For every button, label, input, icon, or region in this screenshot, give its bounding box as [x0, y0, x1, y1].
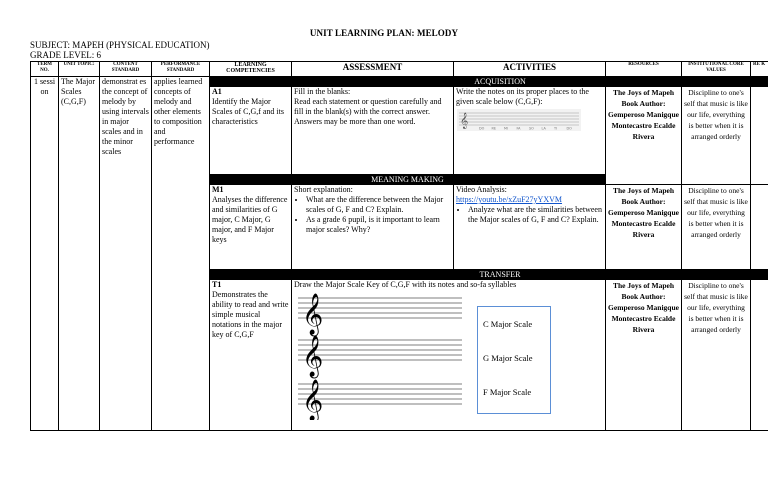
staff-syllable-label: FA: [516, 126, 521, 131]
list-item: • Analyze what are the similarities between the Major scales of G, F and C? Explain.: [468, 205, 603, 225]
acquisition-activity-text: Write the notes on its proper places to the given scale below (C,G,F):: [456, 87, 589, 106]
topic-cell: The Major Scales (C,G,F): [59, 77, 100, 431]
meaning-resources: The Joys of Mapeh Book Author: Gemperoso Manigque Montecastro Ecalde Rivera: [606, 185, 682, 270]
acquisition-code: A1: [212, 87, 222, 96]
header-term: TERM NO.: [31, 62, 59, 77]
staff-syllable-label: LA: [541, 126, 546, 131]
transfer-band: TRANSFER: [210, 270, 768, 280]
scale-label-f: F Major Scale: [483, 387, 532, 397]
meaning-assessment: [292, 185, 454, 270]
meaning-activity-list: [456, 205, 603, 225]
header-activities: ACTIVITIES: [454, 62, 606, 77]
acquisition-band-row: [31, 77, 768, 87]
acquisition-assessment-title: Fill in the blanks:: [294, 87, 351, 96]
acquisition-band: ACQUISITION: [210, 77, 768, 87]
staff-clef-icon: 𝄞: [460, 113, 469, 129]
acquisition-resources: The Joys of Mapeh Book Author: Gemperoso Manigque Montecastro Ecalde Rivera: [606, 87, 682, 185]
content-standard-cell: demonstrat es the concept of melody by using intervals in major scales and in the minor scales: [100, 77, 152, 431]
staff-syllable-label: RE: [491, 126, 496, 131]
header-row: [31, 62, 768, 77]
learning-plan-table: [30, 61, 768, 431]
transfer-activity: [292, 280, 606, 431]
transfer-activity-text: Draw the Major Scale Key of C,G,F with its notes and so-fa syllables: [294, 280, 517, 289]
header-topic: UNIT TOPIC:: [59, 62, 100, 77]
acquisition-remarks: [751, 87, 768, 185]
meaning-values: Discipline to one's self that music is like our life, everything is better when it is arranged orderly: [682, 185, 751, 270]
treble-clef-icon: 𝄞: [302, 294, 324, 335]
meaning-assessment-title: Short explanation:: [294, 185, 353, 194]
header-performance-standard: PERFORMANCE STANDARD: [152, 62, 210, 77]
meaning-band: MEANING MAKING: [210, 175, 606, 185]
term-cell: 1 sessi on: [31, 77, 59, 431]
header-core-values: INSTITUTIONAL CORE VALUES: [682, 62, 751, 77]
subject-line: SUBJECT: MAPEH (PHYSICAL EDUCATION): [30, 40, 210, 50]
header-assessment: ASSESSMENT: [292, 62, 454, 77]
staff-drawing-area: [294, 290, 464, 420]
meaning-remarks: [751, 185, 768, 270]
acquisition-assessment-body: Read each statement or question carefully and fill in the blank(s) with the correct answer. Answers may be more than one word.: [294, 97, 442, 126]
staff-syllable-label: TI: [554, 126, 558, 131]
meaning-competency-text: Analyses the difference and similarities of G major, C Major, G major, and F Major keys: [212, 195, 288, 244]
grade-line: GRADE LEVEL: 6: [30, 50, 101, 60]
subject-info: [30, 40, 209, 60]
acquisition-values: Discipline to one's self that music is like our life, everything is better when it is arranged orderly: [682, 87, 751, 185]
meaning-competency: [210, 185, 292, 270]
header-content-standard: CONTENT STANDARD: [100, 62, 152, 77]
scale-labels-box: [477, 306, 551, 414]
meaning-activity-title: Video Analysis:: [456, 185, 507, 194]
performance-standard-cell: applies learned concepts of melody and other elements to composition and performance: [152, 77, 210, 431]
acquisition-assessment: [292, 87, 454, 175]
meaning-code: M1: [212, 185, 224, 194]
staff-syllable-label: SO: [529, 126, 534, 131]
transfer-code: T1: [212, 280, 222, 289]
header-competencies: LEARNING COMPETENCIES: [210, 62, 292, 77]
transfer-competency-text: Demonstrates the ability to read and write simple musical notations in the major key of C,G,F: [212, 290, 289, 339]
treble-clef-icon: 𝄞: [302, 380, 324, 420]
scale-label-c: C Major Scale: [483, 319, 533, 329]
acquisition-activity: [454, 87, 606, 175]
treble-clef-icon: 𝄞: [302, 336, 324, 377]
staff-syllable-label: DO: [566, 126, 572, 131]
video-link[interactable]: https://youtu.be/xZuF27yYXVM: [456, 195, 563, 204]
transfer-values: Discipline to one's self that music is like our life, everything is better when it is arranged orderly: [682, 280, 751, 431]
list-item: • What are the difference between the Major scales of G, F and C? Explain.: [306, 195, 451, 215]
staff-syllable-label: DO: [479, 126, 485, 131]
header-remarks: RE K: [751, 62, 768, 77]
acquisition-competency: [210, 87, 292, 175]
acquisition-competency-text: Identify the Major Scales of C,G,f and its characteristics: [212, 97, 284, 126]
document-title: UNIT LEARNING PLAN: MELODY: [309, 28, 459, 38]
transfer-remarks: [751, 280, 768, 431]
meaning-assessment-list: [294, 195, 451, 235]
transfer-competency: [210, 280, 292, 431]
staff-syllable-label: MI: [504, 126, 508, 131]
meaning-activity: [454, 185, 606, 270]
list-item: • As a grade 6 pupil, is it important to learn major scales? Why?: [306, 215, 451, 235]
treble-staff-image: [457, 109, 581, 131]
scale-label-g: G Major Scale: [483, 353, 533, 363]
transfer-resources: The Joys of Mapeh Book Author: Gemperoso Manigque Montecastro Ecalde Rivera: [606, 280, 682, 431]
header-resources: RESOURCES: [606, 62, 682, 77]
